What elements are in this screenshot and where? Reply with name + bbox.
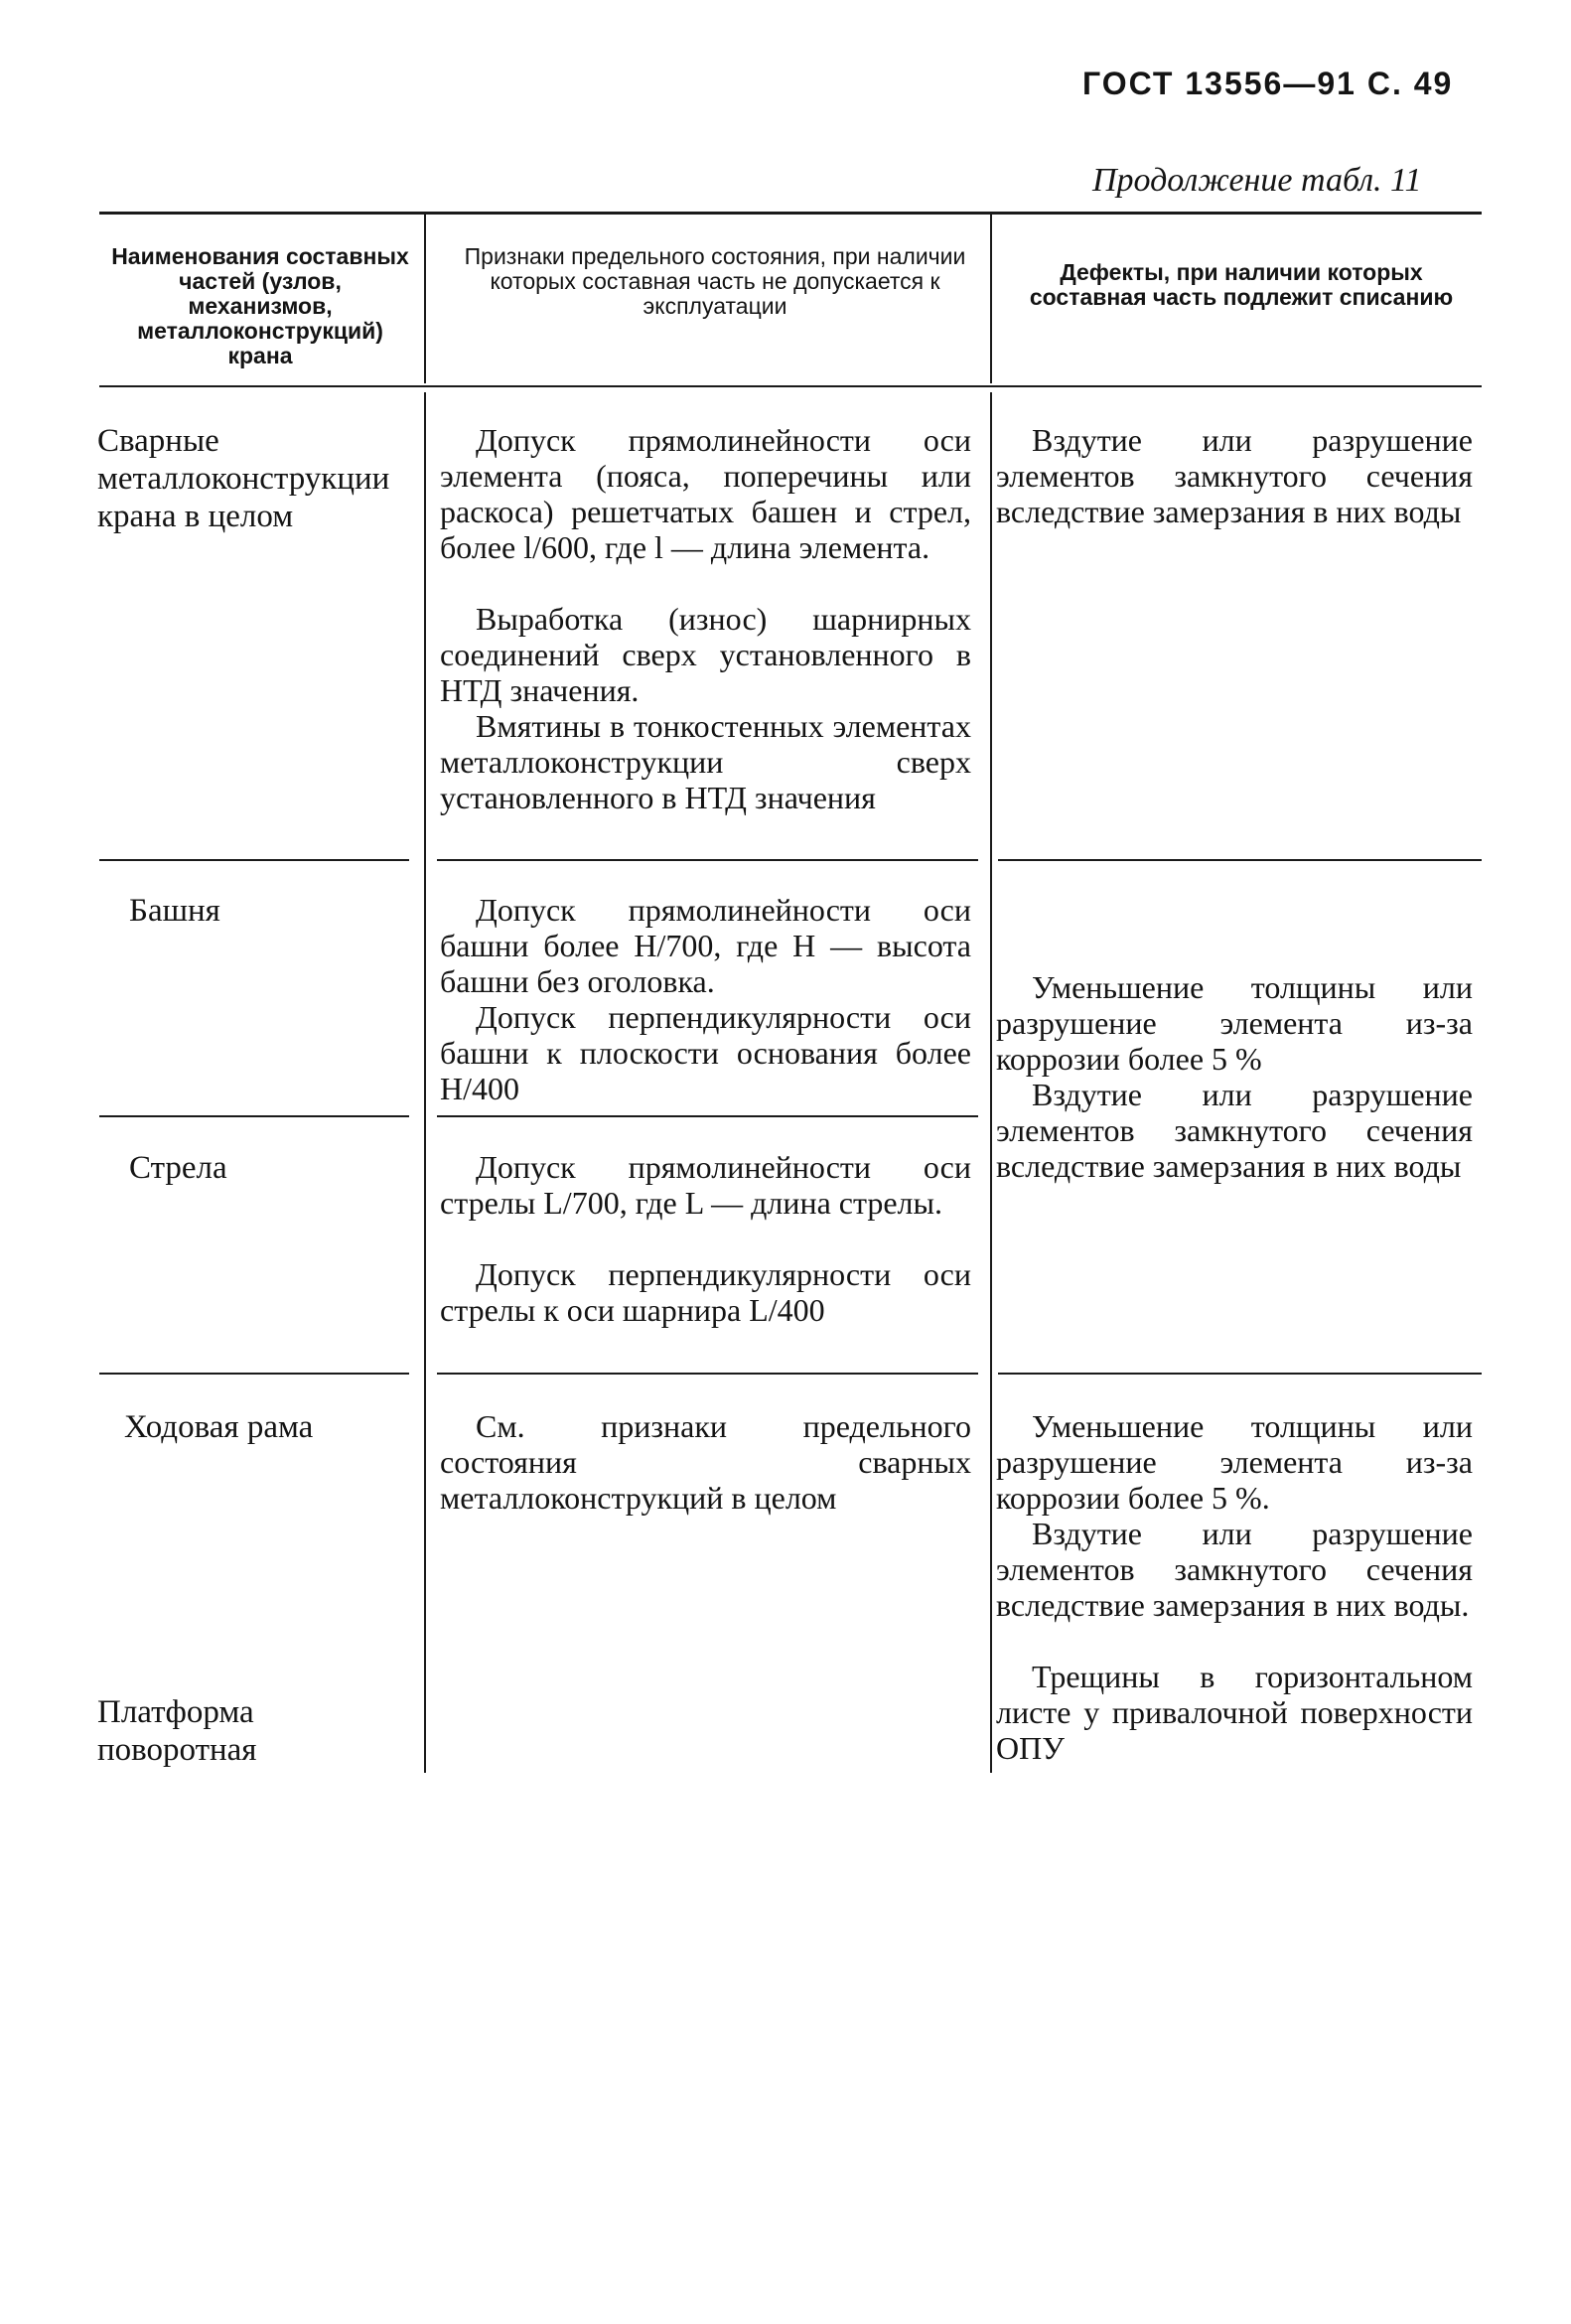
row-name-rotating-platform: Платформа поворотная bbox=[97, 1694, 257, 1768]
row-name-tower: Башня bbox=[129, 893, 220, 929]
defect-text: Уменьшение толщины или разрушение элемента из-за коррозии более 5 %. bbox=[996, 1408, 1473, 1516]
row-name-boom: Стрела bbox=[129, 1150, 227, 1186]
table-top-rule bbox=[99, 212, 1482, 215]
defect-text: Уменьшение толщины или разрушение элемента из-за коррозии более 5 % bbox=[996, 969, 1473, 1077]
defect bbox=[996, 1516, 1473, 1623]
limit-sign bbox=[440, 1408, 971, 1516]
limit-sign bbox=[440, 1149, 971, 1221]
defect-text: Трещины в горизонтальном листе у привалочной поверхности ОПУ bbox=[996, 1659, 1473, 1766]
column-header-components: Наименования составных частей (узлов, механизмов, металлоконструкций) крана bbox=[111, 243, 409, 368]
header-divider-2 bbox=[990, 215, 992, 383]
body-divider-2 bbox=[990, 392, 992, 1773]
row-rule-col1-3 bbox=[99, 1373, 409, 1375]
limit-sign-text: См. признаки предельного состояния сварных металлоконструкций в целом bbox=[440, 1408, 971, 1516]
limit-sign-text: Вмятины в тонкостенных элементах металлоконструкции сверх установленного в НТД значения bbox=[440, 708, 971, 815]
defect-text: Вздутие или разрушение элементов замкнутого сечения вследствие замерзания в них воды bbox=[996, 1077, 1473, 1184]
row-rule-col2-3 bbox=[437, 1373, 978, 1375]
limit-sign-text: Допуск прямолинейности оси стрелы L/700, где L — длина стрелы. bbox=[440, 1149, 971, 1221]
defect bbox=[996, 422, 1473, 529]
defect bbox=[996, 969, 1473, 1077]
limit-sign-text: Допуск прямолинейности оси элемента (пояса, поперечины или раскоса) решетчатых башен и стрел, более l/600, где l — длина элемента. bbox=[440, 422, 971, 565]
row-rule-col3-1 bbox=[998, 859, 1482, 861]
document-reference: ГОСТ 13556—91 С. 49 bbox=[1082, 66, 1454, 101]
limit-sign bbox=[440, 422, 971, 565]
limit-sign-text: Допуск перпендикулярности оси башни к плоскости основания более H/400 bbox=[440, 999, 971, 1106]
row-rule-col2-2 bbox=[437, 1115, 978, 1117]
limit-sign-text: Допуск прямолинейности оси башни более H/700, где H — высота башни без оголовка. bbox=[440, 892, 971, 999]
limit-sign-text: Выработка (износ) шарнирных соединений сверх установленного в НТД значения. bbox=[440, 601, 971, 708]
defect-text: Вздутие или разрушение элементов замкнутого сечения вследствие замерзания в них воды bbox=[996, 422, 1473, 529]
defect bbox=[996, 1408, 1473, 1516]
limit-sign bbox=[440, 999, 971, 1106]
limit-sign bbox=[440, 708, 971, 815]
header-bottom-rule bbox=[99, 385, 1482, 387]
row-rule-col1-2 bbox=[99, 1115, 409, 1117]
header-divider-1 bbox=[424, 215, 426, 383]
body-divider-1 bbox=[424, 392, 426, 1773]
defect bbox=[996, 1659, 1473, 1766]
row-rule-col2-1 bbox=[437, 859, 978, 861]
row-rule-col1-1 bbox=[99, 859, 409, 861]
limit-sign bbox=[440, 1256, 971, 1328]
row-rule-col3-3 bbox=[998, 1373, 1482, 1375]
defect-text: Вздутие или разрушение элементов замкнутого сечения вследствие замерзания в них воды. bbox=[996, 1516, 1473, 1623]
limit-sign bbox=[440, 892, 971, 999]
column-header-limit-signs: Признаки предельного состояния, при наличии которых составная часть не допускается к эксплуатации bbox=[464, 243, 966, 319]
table-continuation-label: Продолжение табл. 11 bbox=[1092, 162, 1422, 199]
row-name-welded-structures: Сварные металлоконструкции крана в целом bbox=[97, 423, 390, 534]
row-name-running-frame: Ходовая рама bbox=[124, 1409, 314, 1445]
defect bbox=[996, 1077, 1473, 1184]
column-header-defects: Дефекты, при наличии которых составная часть подлежит списанию bbox=[1029, 259, 1454, 310]
limit-sign-text: Допуск перпендикулярности оси стрелы к оси шарнира L/400 bbox=[440, 1256, 971, 1328]
limit-sign bbox=[440, 601, 971, 708]
